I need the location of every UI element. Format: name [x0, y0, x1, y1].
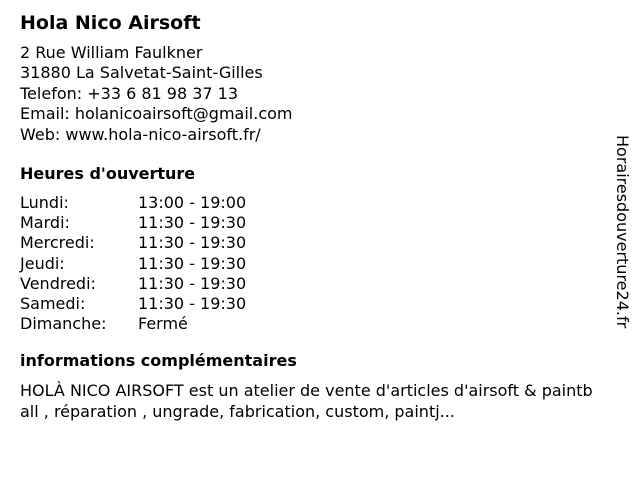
day-label: Samedi: [20, 294, 86, 314]
day-label: Mardi: [20, 213, 70, 233]
address-street: 2 Rue William Faulkner [20, 43, 203, 62]
hours-row-friday [20, 274, 600, 294]
time-value: 13:00 - 19:00 [138, 193, 247, 213]
business-card [20, 10, 600, 422]
opening-hours-list [20, 193, 600, 334]
time-value: 11:30 - 19:30 [138, 213, 247, 233]
day-label: Lundi: [20, 193, 69, 213]
day-label: Jeudi: [20, 253, 65, 273]
address-city: 31880 La Salvetat-Saint-Gilles [20, 63, 263, 83]
phone-number: Telefon: +33 6 81 98 37 13 [20, 83, 239, 103]
hours-row-thursday [20, 254, 600, 274]
hours-row-tuesday [20, 213, 600, 233]
business-name: Hola Nico Airsoft [20, 12, 201, 34]
day-label: Mercredi: [20, 233, 95, 253]
time-value: 11:30 - 19:30 [138, 253, 247, 273]
email-address: Email: holanicoairsoft@gmail.com [20, 104, 293, 124]
time-value: 11:30 - 19:30 [138, 273, 247, 293]
time-value: Fermé [138, 314, 188, 334]
additional-info-text: HOLÀ NICO AIRSOFT est un atelier de vente d'articles d'airsoft & paintball , réparation , ungrade, fabrication, custom, paintj... [20, 381, 593, 421]
site-brand-link[interactable]: Horairesdouverture24.fr [613, 135, 632, 329]
additional-info-heading: informations complémentaires [20, 351, 297, 371]
time-value: 11:30 - 19:30 [138, 233, 247, 253]
hours-row-saturday [20, 294, 600, 314]
day-label: Vendredi: [20, 273, 96, 293]
opening-hours-heading: Heures d'ouverture [20, 164, 196, 184]
time-value: 11:30 - 19:30 [138, 294, 247, 314]
hours-row-sunday [20, 314, 600, 334]
website-url: Web: www.hola-nico-airsoft.fr/ [20, 124, 261, 144]
hours-row-monday [20, 193, 600, 213]
hours-row-wednesday [20, 233, 600, 253]
day-label: Dimanche: [20, 314, 107, 334]
